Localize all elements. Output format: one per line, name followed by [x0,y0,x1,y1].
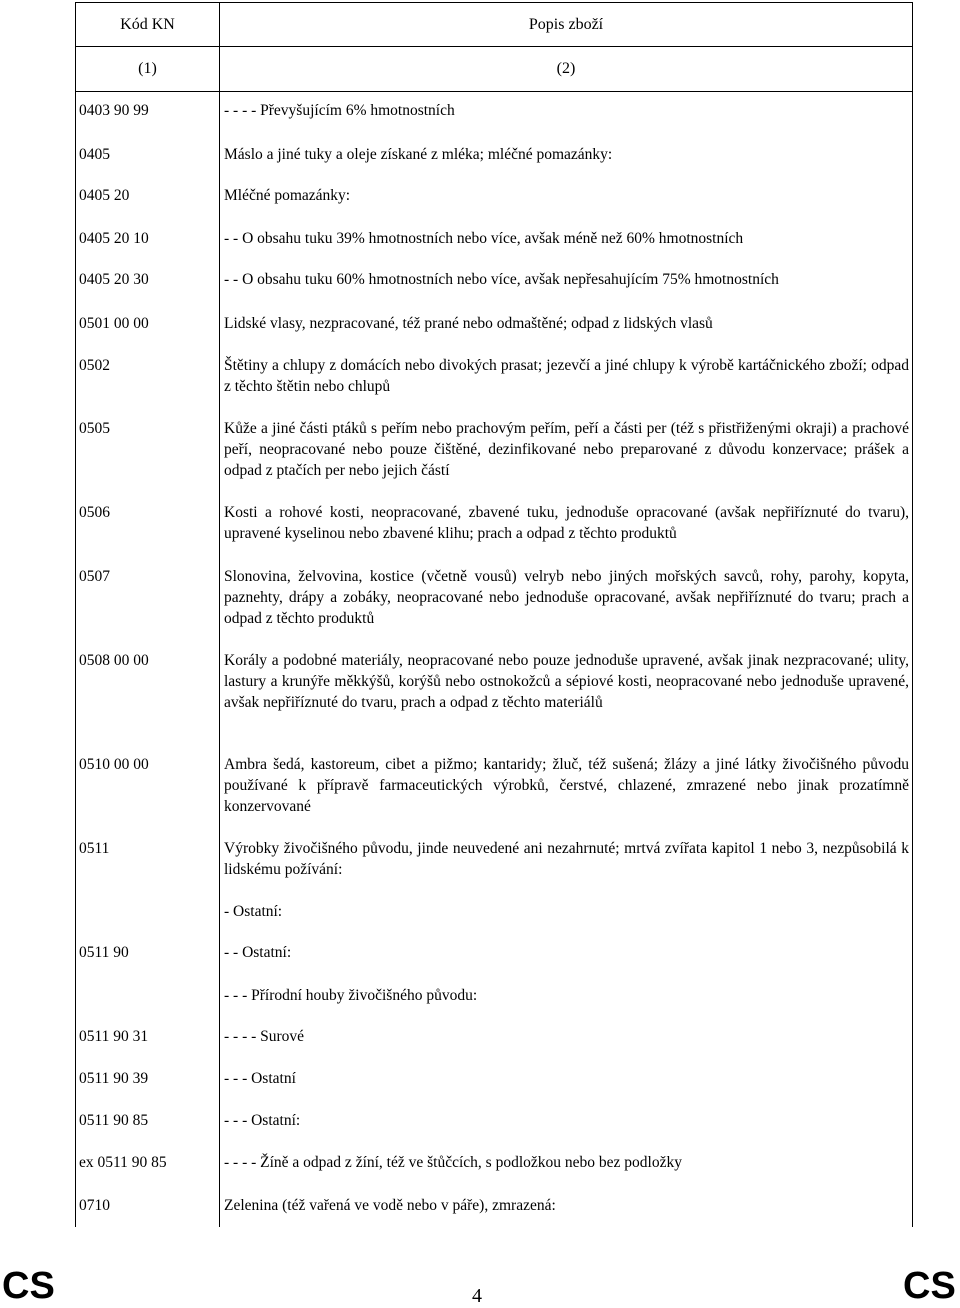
row-code: 0505 [79,420,110,437]
row-description: Mléčné pomazánky: [224,187,351,204]
row-description: Štětiny a chlupy z domácích nebo divokých prasat; jezevčí a jiné chlupy k výrobě kartáčnického zboží; odpad z těchto štětin nebo chlupů [224,357,909,395]
row-description: - - Ostatní: [224,944,292,961]
row-code: 0405 20 30 [79,271,149,288]
row-code: 0501 00 00 [79,315,149,332]
row-code: 0510 00 00 [79,756,149,773]
row-code: 0405 20 [79,187,130,204]
row-description: Kosti a rohové kosti, neopracované, zbavené tuku, jednoduše opracované (avšak nepřiříznuté do tvaru), upravené kyselinou nebo zbavené klihu; prach a odpad z těchto produktů [224,504,909,542]
row-code: 0511 90 [79,944,129,961]
page-number: 4 [472,1285,482,1307]
header-code-label: Kód KN [76,3,220,46]
tariff-table [75,2,913,1227]
table-header-row [76,3,912,47]
row-code: 0502 [79,357,110,374]
footer-language-mark-right: CS [903,1265,956,1307]
row-description: Zelenina (též vařená ve vodě nebo v páře), zmrazená: [224,1197,556,1214]
row-description: - - O obsahu tuku 60% hmotnostních nebo více, avšak nepřesahujícím 75% hmotnostních [224,271,779,288]
row-description: - - - Ostatní [224,1070,296,1087]
row-code: 0511 [79,840,110,857]
header-description-label: Popis zboží [528,16,604,33]
row-description: Ambra šedá, kastoreum, cibet a pižmo; kantaridy; žluč, též sušená; žlázy a jiné látky živočišného původu používané k přípravě farmaceutických výrobků, čerstvé, chlazené, zmrazené nebo jinak prozatímně konzervované [224,756,909,815]
column-divider [219,92,220,1227]
column-number-row [76,47,912,92]
row-description: Kůže a jiné části ptáků s peřím nebo prachovým peřím, peří a části per (též s přistřiženými okraji) a prachové peří, neopracované nebo pouze čištěné, dezinfikované nebo preparované z důvodu konzervace; prášek a odpad z ptačích per nebo jejich částí [224,420,909,479]
row-description: - - - - Surové [224,1028,305,1045]
row-code: 0710 [79,1197,110,1214]
row-code: 0511 90 31 [79,1028,149,1045]
row-code: 0508 00 00 [79,652,149,669]
row-code: 0511 90 39 [79,1070,149,1087]
row-description: Máslo a jiné tuky a oleje získané z mléka; mléčné pomazánky: [224,146,613,163]
row-code: 0405 20 10 [79,230,149,247]
row-description: - Ostatní: [224,903,283,920]
row-code: 0511 90 85 [79,1112,149,1129]
row-description: Korály a podobné materiály, neopracované nebo pouze jednoduše upravené, avšak jinak nezpracované; ulity, lastury a krunýře měkkýšů, korýšů nebo ostnokožců a sépiové kosti, neopracované nebo jednoduše upravené, avšak nepřiříznuté do tvaru, prach a odpad z těchto materiálů [224,652,909,711]
row-code: 0507 [79,568,110,585]
row-description: - - O obsahu tuku 39% hmotnostních nebo více, avšak méně než 60% hmotnostních [224,230,744,247]
row-description: - - - Ostatní: [224,1112,301,1129]
row-description: Slonovina, želvovina, kostice (včetně vousů) velryb nebo jiných mořských savců, rohy, parohy, kopyta, paznehty, drápy a zobáky, neopracované nebo jednoduše opracované, avšak nepřiříznuté do tvaru; prach a odpad z těchto produktů [224,568,909,627]
row-code: 0405 [79,146,110,163]
row-description: Výrobky živočišného původu, jinde neuvedené ani nezahrnuté; mrtvá zvířata kapitol 1 nebo 3, nezpůsobilá k lidskému požívání: [224,840,909,878]
row-description: - - - Přírodní houby živočišného původu: [224,987,478,1004]
row-code: 0506 [79,504,110,521]
column-number-code: (1) [76,47,220,91]
column-number-desc: (2) [556,60,576,77]
row-description: Lidské vlasy, nezpracované, též prané nebo odmaštěné; odpad z lidských vlasů [224,315,713,332]
row-description: - - - - Převyšujícím 6% hmotnostních [224,102,455,119]
row-description: - - - - Žíně a odpad z žíní, též ve štůčcích, s podložkou nebo bez podložky [224,1154,682,1171]
row-code: ex 0511 90 85 [79,1154,167,1171]
row-code: 0403 90 99 [79,102,149,119]
footer-language-mark-left: CS [2,1265,55,1307]
